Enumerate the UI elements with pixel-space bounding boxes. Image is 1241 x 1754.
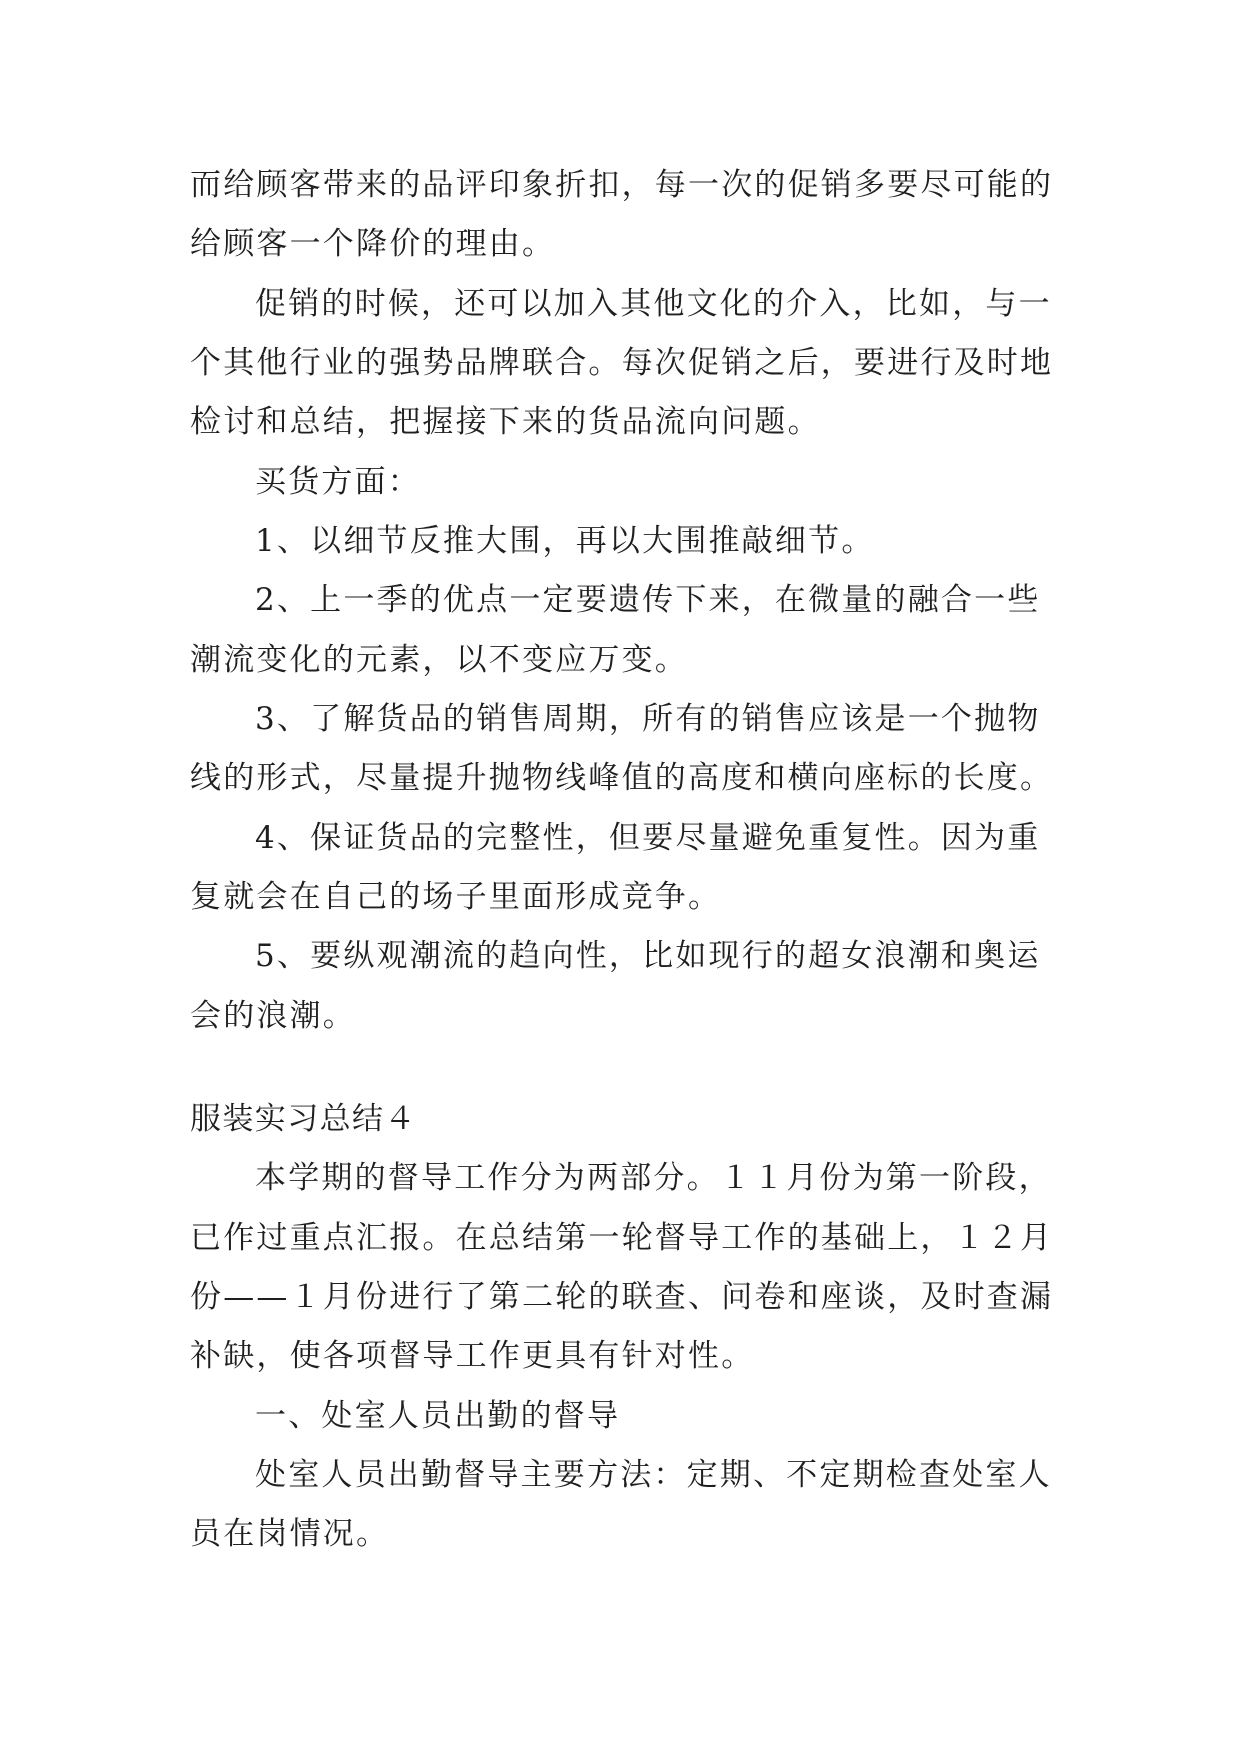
list-item-line: 5、要纵观潮流的趋向性，比如现行的超女浪潮和奥运 (255, 938, 1041, 974)
list-item-line: 会的浪潮。 (190, 998, 356, 1034)
list-item-line: 1、以细节反推大围，再以大围推敲细节。 (255, 523, 875, 559)
list-item-line: 2、上一季的优点一定要遗传下来，在微量的融合一些 (255, 582, 1041, 618)
paragraph-line: 促销的时候，还可以加入其他文化的介入，比如，与一 (255, 286, 1052, 322)
paragraph-line: 而给顾客带来的品评印象折扣，每一次的促销多要尽可能的 (190, 167, 1054, 203)
paragraph-line: 本学期的督导工作分为两部分。１１月份为第一阶段， (255, 1160, 1052, 1196)
section-heading: 服装实习总结４ (190, 1101, 417, 1137)
paragraph-line: 处室人员出勤督导主要方法：定期、不定期检查处室人 (255, 1457, 1052, 1493)
list-item-line: 4、保证货品的完整性，但要尽量避免重复性。因为重 (255, 820, 1041, 856)
paragraph-line: 补缺，使各项督导工作更具有针对性。 (190, 1338, 755, 1374)
paragraph-line: 个其他行业的强势品牌联合。每次促销之后，要进行及时地 (190, 345, 1054, 381)
paragraph-line: 给顾客一个降价的理由。 (190, 226, 556, 262)
paragraph-line: 员在岗情况。 (190, 1516, 390, 1552)
list-item-line: 潮流变化的元素，以不变应万变。 (190, 642, 688, 678)
paragraph-line: 已作过重点汇报。在总结第一轮督导工作的基础上，１２月 (190, 1220, 1054, 1256)
paragraph-line: 买货方面： (255, 464, 421, 500)
subsection-heading: 一、处室人员出勤的督导 (255, 1398, 621, 1434)
paragraph-line: 份——１月份进行了第二轮的联查、问卷和座谈，及时查漏 (190, 1279, 1054, 1315)
list-item-line: 3、了解货品的销售周期，所有的销售应该是一个抛物 (255, 701, 1041, 737)
paragraph-line: 检讨和总结，把握接下来的货品流向问题。 (190, 404, 821, 440)
list-item-line: 复就会在自己的场子里面形成竞争。 (190, 879, 722, 915)
list-item-line: 线的形式，尽量提升抛物线峰值的高度和横向座标的长度。 (190, 760, 1054, 796)
